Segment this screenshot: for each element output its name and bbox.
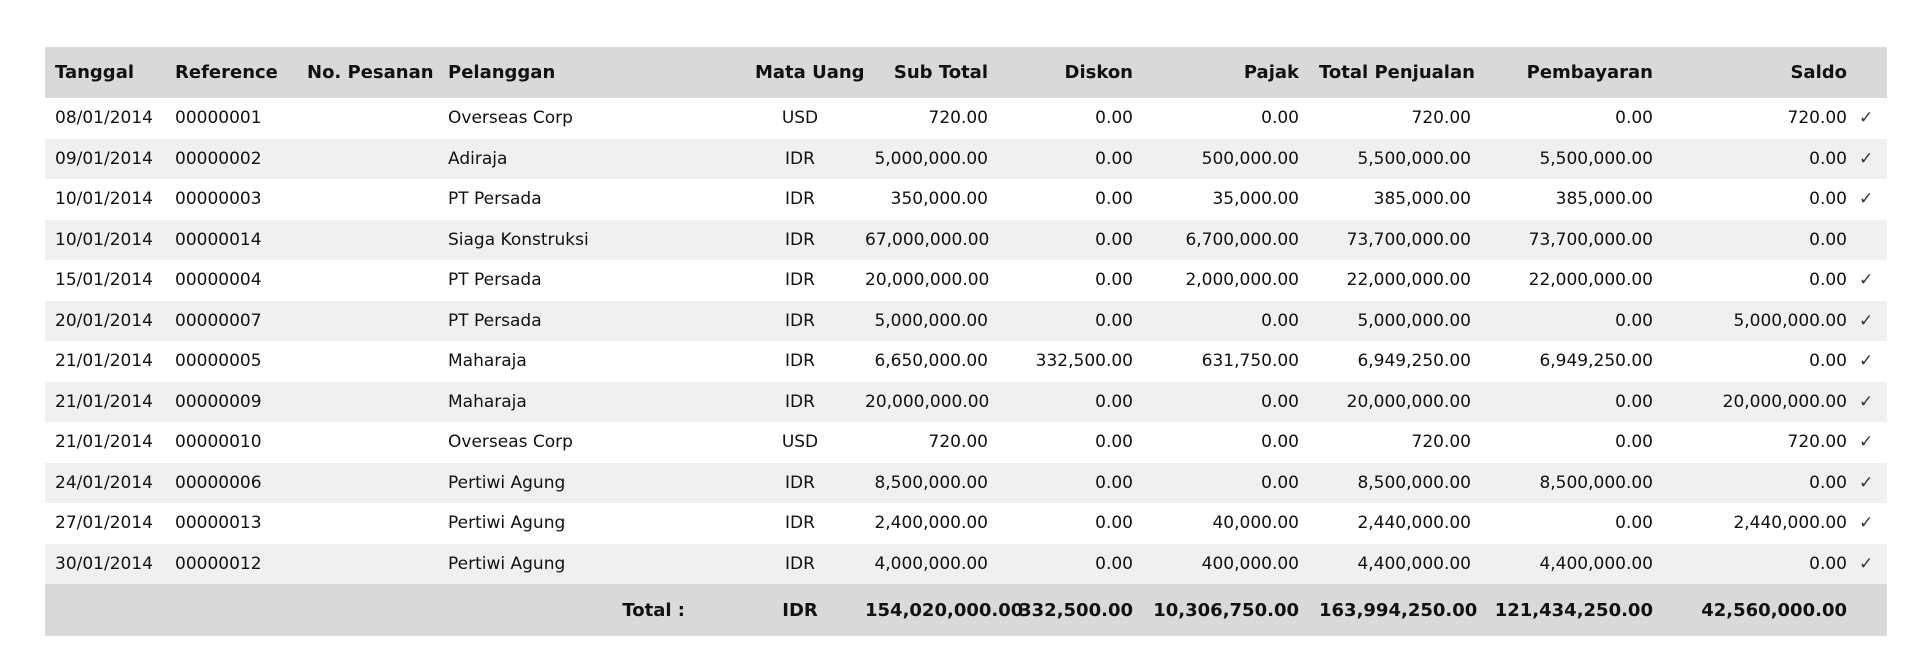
table-row[interactable] (45, 179, 1887, 220)
table-body (45, 98, 1887, 584)
cell-tax: 0.00 (1261, 108, 1299, 129)
cell-customer: Overseas Corp (448, 432, 573, 453)
header-customer[interactable]: Pelanggan (448, 62, 556, 83)
cell-balance: 0.00 (1809, 553, 1847, 574)
cell-order-no (297, 260, 438, 301)
cell-total-sales: 20,000,000.00 (1346, 391, 1471, 412)
table-row[interactable] (45, 463, 1887, 504)
cell-currency: IDR (785, 148, 815, 169)
check-icon: ✓ (1859, 270, 1874, 291)
cell-date: 21/01/2014 (55, 432, 153, 453)
cell-reference: 00000004 (175, 270, 262, 291)
table-row[interactable] (45, 544, 1887, 585)
total-row (45, 584, 1887, 636)
cell-total-sales: 8,500,000.00 (1357, 472, 1471, 493)
cell-tax: 0.00 (1261, 432, 1299, 453)
cell-order-no (297, 179, 438, 220)
cell-discount: 0.00 (1095, 310, 1133, 331)
cell-tax: 40,000.00 (1212, 513, 1299, 534)
cell-subtotal: 720.00 (928, 432, 988, 453)
cell-order-no (297, 463, 438, 504)
cell-currency: IDR (785, 310, 815, 331)
cell-order-no (297, 301, 438, 342)
check-icon: ✓ (1859, 391, 1874, 412)
cell-reference: 00000005 (175, 351, 262, 372)
cell-currency: IDR (785, 513, 815, 534)
cell-currency: IDR (785, 472, 815, 493)
header-check-spacer (1857, 47, 1887, 98)
cell-reference: 00000006 (175, 472, 262, 493)
total-total-sales: 163,994,250.00 (1319, 599, 1478, 621)
cell-total-sales: 720.00 (1411, 108, 1471, 129)
cell-tax: 0.00 (1261, 472, 1299, 493)
check-icon (1857, 220, 1887, 261)
cell-reference: 00000013 (175, 513, 262, 534)
sales-report (45, 47, 1887, 636)
check-icon: ✓ (1859, 432, 1874, 453)
cell-date: 21/01/2014 (55, 351, 153, 372)
cell-subtotal: 20,000,000.00 (865, 270, 990, 291)
cell-tax: 2,000,000.00 (1185, 270, 1299, 291)
cell-total-sales: 5,500,000.00 (1357, 148, 1471, 169)
check-icon: ✓ (1859, 513, 1874, 534)
cell-date: 27/01/2014 (55, 513, 153, 534)
cell-balance: 0.00 (1809, 189, 1847, 210)
cell-balance: 720.00 (1787, 108, 1847, 129)
check-icon: ✓ (1859, 310, 1874, 331)
cell-balance: 5,000,000.00 (1733, 310, 1847, 331)
cell-balance: 0.00 (1809, 148, 1847, 169)
sales-table (45, 47, 1887, 636)
cell-currency: IDR (785, 229, 815, 250)
cell-subtotal: 5,000,000.00 (874, 310, 988, 331)
header-reference[interactable]: Reference (175, 62, 278, 83)
cell-total-sales: 385,000.00 (1373, 189, 1471, 210)
check-icon: ✓ (1859, 189, 1874, 210)
cell-payment: 73,700,000.00 (1528, 229, 1653, 250)
total-currency: IDR (782, 599, 818, 621)
cell-tax: 0.00 (1261, 391, 1299, 412)
cell-subtotal: 67,000,000.00 (865, 229, 990, 250)
cell-currency: IDR (785, 189, 815, 210)
cell-reference: 00000007 (175, 310, 262, 331)
table-row[interactable] (45, 139, 1887, 180)
cell-date: 10/01/2014 (55, 229, 153, 250)
cell-currency: IDR (785, 270, 815, 291)
cell-balance: 20,000,000.00 (1722, 391, 1847, 412)
cell-payment: 0.00 (1615, 391, 1653, 412)
cell-currency: USD (781, 432, 819, 453)
cell-payment: 0.00 (1615, 310, 1653, 331)
cell-balance: 2,440,000.00 (1733, 513, 1847, 534)
cell-subtotal: 4,000,000.00 (874, 553, 988, 574)
cell-customer: Pertiwi Agung (448, 472, 566, 493)
cell-discount: 0.00 (1095, 432, 1133, 453)
cell-tax: 6,700,000.00 (1185, 229, 1299, 250)
cell-reference: 00000012 (175, 553, 262, 574)
cell-discount: 0.00 (1095, 553, 1133, 574)
cell-customer: Adiraja (448, 148, 508, 169)
cell-discount: 0.00 (1095, 513, 1133, 534)
table-row[interactable] (45, 503, 1887, 544)
check-icon: ✓ (1859, 351, 1874, 372)
cell-customer: Maharaja (448, 351, 527, 372)
cell-payment: 4,400,000.00 (1539, 553, 1653, 574)
header-total-sales[interactable]: Total Penjualan (1319, 62, 1475, 83)
cell-payment: 0.00 (1615, 108, 1653, 129)
cell-tax: 0.00 (1261, 310, 1299, 331)
cell-currency: USD (781, 108, 819, 129)
cell-order-no (297, 382, 438, 423)
cell-total-sales: 4,400,000.00 (1357, 553, 1471, 574)
header-discount[interactable]: Diskon (1064, 62, 1133, 83)
cell-discount: 0.00 (1095, 270, 1133, 291)
cell-subtotal: 8,500,000.00 (874, 472, 988, 493)
cell-discount: 0.00 (1095, 229, 1133, 250)
cell-total-sales: 6,949,250.00 (1357, 351, 1471, 372)
cell-subtotal: 20,000,000.00 (865, 391, 990, 412)
total-label: Total : (622, 599, 685, 621)
cell-date: 20/01/2014 (55, 310, 153, 331)
cell-payment: 0.00 (1615, 513, 1653, 534)
table-row[interactable] (45, 98, 1887, 139)
cell-currency: IDR (785, 351, 815, 372)
header-subtotal[interactable]: Sub Total (893, 62, 988, 83)
cell-reference: 00000001 (175, 108, 262, 129)
check-icon: ✓ (1859, 108, 1874, 129)
cell-tax: 631,750.00 (1201, 351, 1299, 372)
cell-discount: 0.00 (1095, 108, 1133, 129)
cell-currency: IDR (785, 553, 815, 574)
cell-customer: PT Persada (448, 189, 542, 210)
cell-subtotal: 2,400,000.00 (874, 513, 988, 534)
cell-order-no (297, 98, 438, 139)
cell-reference: 00000003 (175, 189, 262, 210)
total-payment: 121,434,250.00 (1494, 599, 1653, 621)
cell-date: 21/01/2014 (55, 391, 153, 412)
header-tax[interactable]: Pajak (1243, 62, 1299, 83)
cell-payment: 5,500,000.00 (1539, 148, 1653, 169)
check-icon: ✓ (1859, 472, 1874, 493)
cell-date: 09/01/2014 (55, 148, 153, 169)
cell-customer: PT Persada (448, 310, 542, 331)
table-row[interactable] (45, 220, 1887, 261)
cell-total-sales: 720.00 (1411, 432, 1471, 453)
header-balance[interactable]: Saldo (1790, 62, 1847, 83)
check-icon: ✓ (1859, 553, 1874, 574)
cell-customer: PT Persada (448, 270, 542, 291)
total-discount: 332,500.00 (1019, 599, 1133, 621)
header-payment[interactable]: Pembayaran (1526, 62, 1653, 83)
table-row[interactable] (45, 260, 1887, 301)
cell-customer: Pertiwi Agung (448, 553, 566, 574)
check-icon: ✓ (1859, 148, 1874, 169)
cell-discount: 332,500.00 (1035, 351, 1133, 372)
table-row[interactable] (45, 382, 1887, 423)
cell-order-no (297, 341, 438, 382)
total-subtotal: 154,020,000.00 (865, 599, 1024, 621)
cell-order-no (297, 422, 438, 463)
cell-date: 08/01/2014 (55, 108, 153, 129)
cell-reference: 00000002 (175, 148, 262, 169)
cell-date: 30/01/2014 (55, 553, 153, 574)
cell-balance: 0.00 (1809, 270, 1847, 291)
header-date[interactable]: Tanggal (55, 62, 135, 83)
cell-subtotal: 5,000,000.00 (874, 148, 988, 169)
cell-reference: 00000014 (175, 229, 262, 250)
cell-customer: Pertiwi Agung (448, 513, 566, 534)
cell-reference: 00000009 (175, 391, 262, 412)
cell-payment: 8,500,000.00 (1539, 472, 1653, 493)
total-balance: 42,560,000.00 (1701, 599, 1847, 621)
cell-discount: 0.00 (1095, 189, 1133, 210)
cell-total-sales: 22,000,000.00 (1346, 270, 1471, 291)
cell-balance: 0.00 (1809, 472, 1847, 493)
cell-balance: 0.00 (1809, 229, 1847, 250)
cell-tax: 400,000.00 (1201, 553, 1299, 574)
cell-date: 24/01/2014 (55, 472, 153, 493)
table-row[interactable] (45, 422, 1887, 463)
table-header-row (45, 47, 1887, 98)
total-check-spacer (1857, 584, 1887, 636)
total-tax: 10,306,750.00 (1153, 599, 1299, 621)
cell-discount: 0.00 (1095, 472, 1133, 493)
cell-tax: 500,000.00 (1201, 148, 1299, 169)
cell-payment: 385,000.00 (1555, 189, 1653, 210)
table-row[interactable] (45, 301, 1887, 342)
cell-subtotal: 350,000.00 (890, 189, 988, 210)
cell-currency: IDR (785, 391, 815, 412)
cell-balance: 0.00 (1809, 351, 1847, 372)
cell-payment: 22,000,000.00 (1528, 270, 1653, 291)
header-order-no[interactable]: No. Pesanan (307, 62, 434, 83)
cell-reference: 00000010 (175, 432, 262, 453)
cell-subtotal: 720.00 (928, 108, 988, 129)
cell-discount: 0.00 (1095, 391, 1133, 412)
cell-order-no (297, 503, 438, 544)
table-row[interactable] (45, 341, 1887, 382)
cell-discount: 0.00 (1095, 148, 1133, 169)
cell-total-sales: 2,440,000.00 (1357, 513, 1471, 534)
cell-order-no (297, 220, 438, 261)
cell-date: 10/01/2014 (55, 189, 153, 210)
cell-date: 15/01/2014 (55, 270, 153, 291)
cell-payment: 6,949,250.00 (1539, 351, 1653, 372)
cell-customer: Maharaja (448, 391, 527, 412)
cell-customer: Overseas Corp (448, 108, 573, 129)
cell-payment: 0.00 (1615, 432, 1653, 453)
header-currency[interactable]: Mata Uang (755, 62, 865, 83)
cell-total-sales: 5,000,000.00 (1357, 310, 1471, 331)
cell-subtotal: 6,650,000.00 (874, 351, 988, 372)
cell-tax: 35,000.00 (1212, 189, 1299, 210)
cell-total-sales: 73,700,000.00 (1346, 229, 1471, 250)
cell-order-no (297, 544, 438, 585)
cell-customer: Siaga Konstruksi (448, 229, 589, 250)
cell-balance: 720.00 (1787, 432, 1847, 453)
cell-order-no (297, 139, 438, 180)
